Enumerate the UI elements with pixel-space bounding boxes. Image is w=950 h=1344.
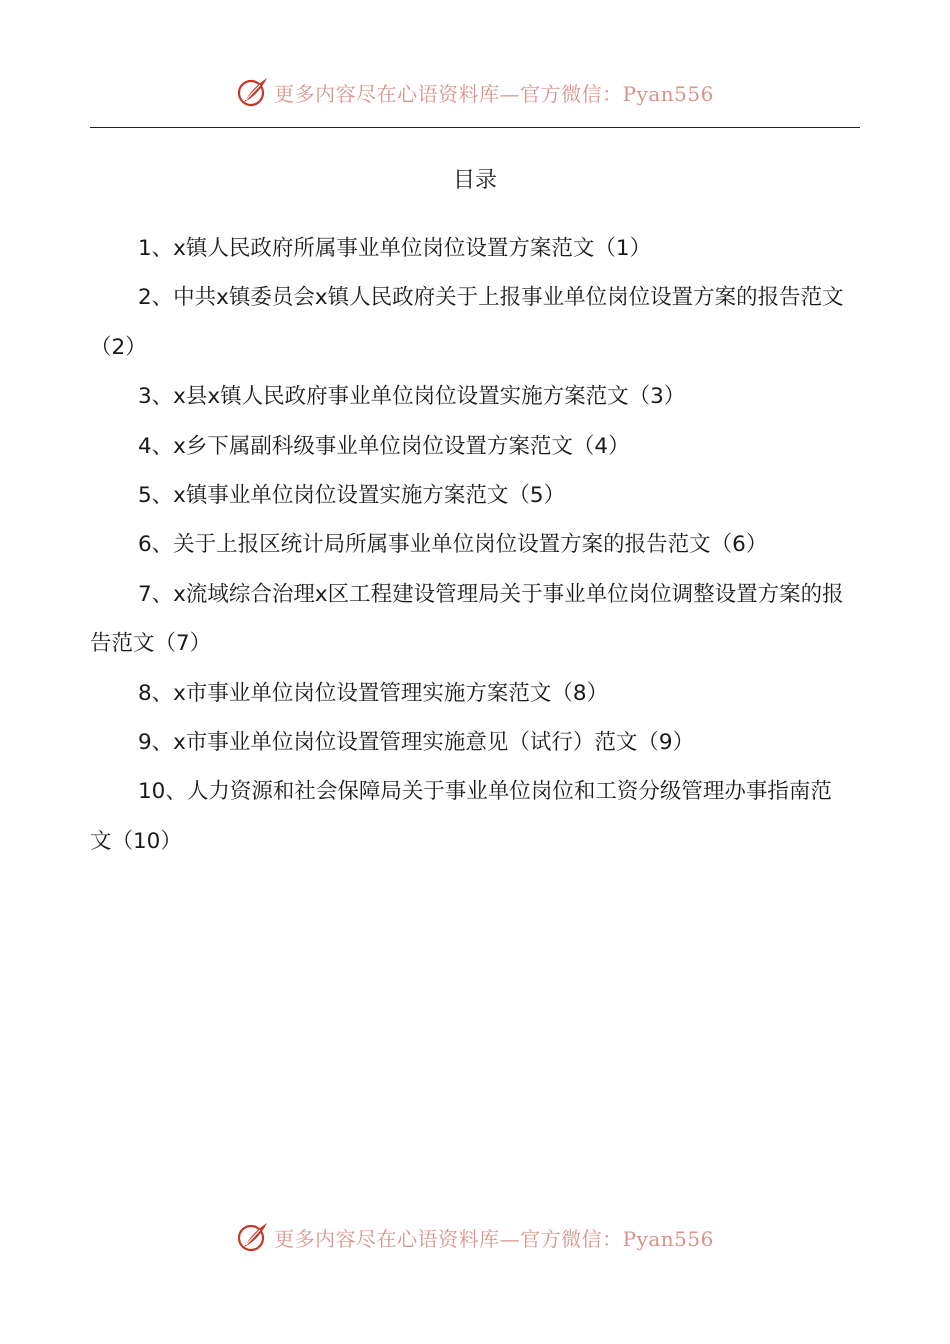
footer-watermark-text: 更多内容尽在心语资料库—官方微信：Pyan556 <box>274 1226 714 1251</box>
toc-item: 4、x乡下属副科级事业单位岗位设置方案范文（4） <box>138 433 630 459</box>
toc-item: 1、x镇人民政府所属事业单位岗位设置方案范文（1） <box>138 236 652 261</box>
toc-item: 3、x县x镇人民政府事业单位岗位设置实施方案范文（3） <box>138 384 686 410</box>
footer-watermark <box>0 1217 950 1257</box>
header-watermark-text: 更多内容尽在心语资料库—官方微信：Pyan556 <box>274 81 714 106</box>
toc-item: 5、x镇事业单位岗位设置实施方案范文（5） <box>138 483 566 509</box>
toc-item: 8、x市事业单位岗位设置管理实施方案范文（8） <box>138 680 609 706</box>
toc-item: 2、中共x镇委员会x镇人民政府关于上报事业单位岗位设置方案的报告范文（2） <box>90 285 844 360</box>
header-watermark <box>0 72 950 112</box>
header-divider <box>90 127 860 128</box>
toc-item: 6、关于上报区统计局所属事业单位岗位设置方案的报告范文（6） <box>138 532 768 558</box>
toc-title: 目录 <box>452 168 497 193</box>
toc-item: 7、x流域综合治理x区工程建设管理局关于事业单位岗位调整设置方案的报告范文（7） <box>90 581 844 657</box>
toc-item: 9、x市事业单位岗位设置管理实施意见（试行）范文（9） <box>138 730 695 756</box>
toc-list <box>90 224 850 866</box>
toc-item: 10、人力资源和社会保障局关于事业单位岗位和工资分级管理办事指南范文（10） <box>90 779 832 854</box>
quill-pen-logo-icon <box>236 75 270 109</box>
quill-pen-logo-icon <box>236 1220 270 1254</box>
